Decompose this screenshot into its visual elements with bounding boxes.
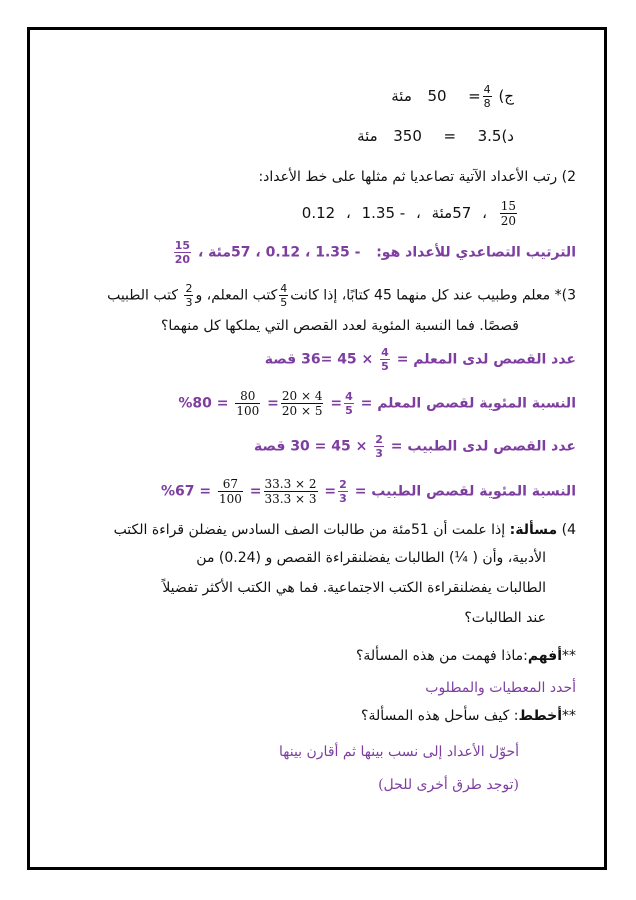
question-2-answer: الترتيب التصاعدي للأعداد هو: - 1.35 ، 0.12 ، 57مئة ، $\frac{15}{20}$ <box>174 239 576 266</box>
step-plan-label: أخطط <box>518 708 562 724</box>
question-4: 4) مسألة: إذا علمت أن 51مئة من طالبات الصف السادس يفضلن قراءة الكتب <box>113 522 576 538</box>
answer-doctor-percent: النسبة المئوية لقصص الطبيب = $\frac{2}{3}$ = $\frac{33.3 \times 2}{33.3 \times 3}$ = $\frac{67}{100}$ = 67% <box>160 477 576 506</box>
item-jim-fraction: $\frac{4}{8}$ <box>483 83 491 110</box>
question-2 <box>258 167 576 187</box>
answer-teacher-percent: النسبة المئوية لقصص المعلم = $\frac{4}{5}$ = $\frac{20 \times 4}{20 \times 5}$ = $\frac{80}{100}$ = 80% <box>178 389 576 418</box>
question-3: 3)* معلم وطبيب عند كل منهما 45 كتابًا، إذا كانت $\frac{4}{5}$ كتب المعلم، و $\frac{2}{3}$ كتب الطبيب <box>107 282 576 309</box>
q2-answer-fraction: $\frac{15}{20}$ <box>174 239 191 266</box>
item-jim-label: ج) <box>498 87 514 105</box>
question-2-text: رتب الأعداد الآتية تصاعديا ثم مثلها على خط الأعداد: <box>258 169 558 185</box>
question-4-line3: الطالبات يفضلنقراءة الكتب الاجتماعية. فما هي الكتب الأكثر تفضيلاً <box>162 580 546 596</box>
item-jim: ج) $\frac{4}{8}$ = 50 مئة <box>391 83 514 110</box>
item-dal: د)3.5 = 350 مئة <box>357 127 514 145</box>
step-plan: **أخطط: كيف سأحل هذه المسألة؟ <box>361 708 576 724</box>
question-4-line4: عند الطالبات؟ <box>464 610 546 626</box>
q3-fraction-doctor: $\frac{2}{3}$ <box>185 282 193 309</box>
step-understand-label: أفهم <box>527 648 562 664</box>
step-plan-answer-2: (توجد طرق أخرى للحل) <box>378 777 519 793</box>
step-plan-answer-1: أحوّل الأعداد إلى نسب بينها ثم أقارن بينها <box>279 744 519 760</box>
question-3-number: 3)* <box>554 287 576 304</box>
answer-doctor-count: عدد القصص لدى الطبيب = $\frac{2}{3}$ × 45 = 30 قصة <box>253 433 576 460</box>
question-4-label: مسألة: <box>509 522 558 538</box>
question-4-number: 4) <box>561 522 576 538</box>
question-2-items: $\frac{15}{20}$ ، 57مئة ، - 1.35 ، 0.12 <box>301 199 516 228</box>
question-2-number: 2) <box>561 169 576 185</box>
question-4-line2: الأدبية، وأن ( ¼) الطالبات يفضلنقراءة القصص و (0.24) من <box>196 550 546 566</box>
answer-teacher-count: عدد القصص لدى المعلم = $\frac{4}{5}$ × 45 =36 قصة <box>264 346 576 373</box>
step-understand: **أفهم:ماذا فهمت من هذه المسألة؟ <box>355 648 576 664</box>
question-3-line2: قصصًا. فما النسبة المئوية لعدد القصص التي يملكها كل منهما؟ <box>161 318 519 334</box>
q2-fraction: $\frac{15}{20}$ <box>500 199 516 228</box>
q3-fraction-teacher: $\frac{4}{5}$ <box>280 282 288 309</box>
step-understand-answer: أحدد المعطيات والمطلوب <box>425 680 576 696</box>
